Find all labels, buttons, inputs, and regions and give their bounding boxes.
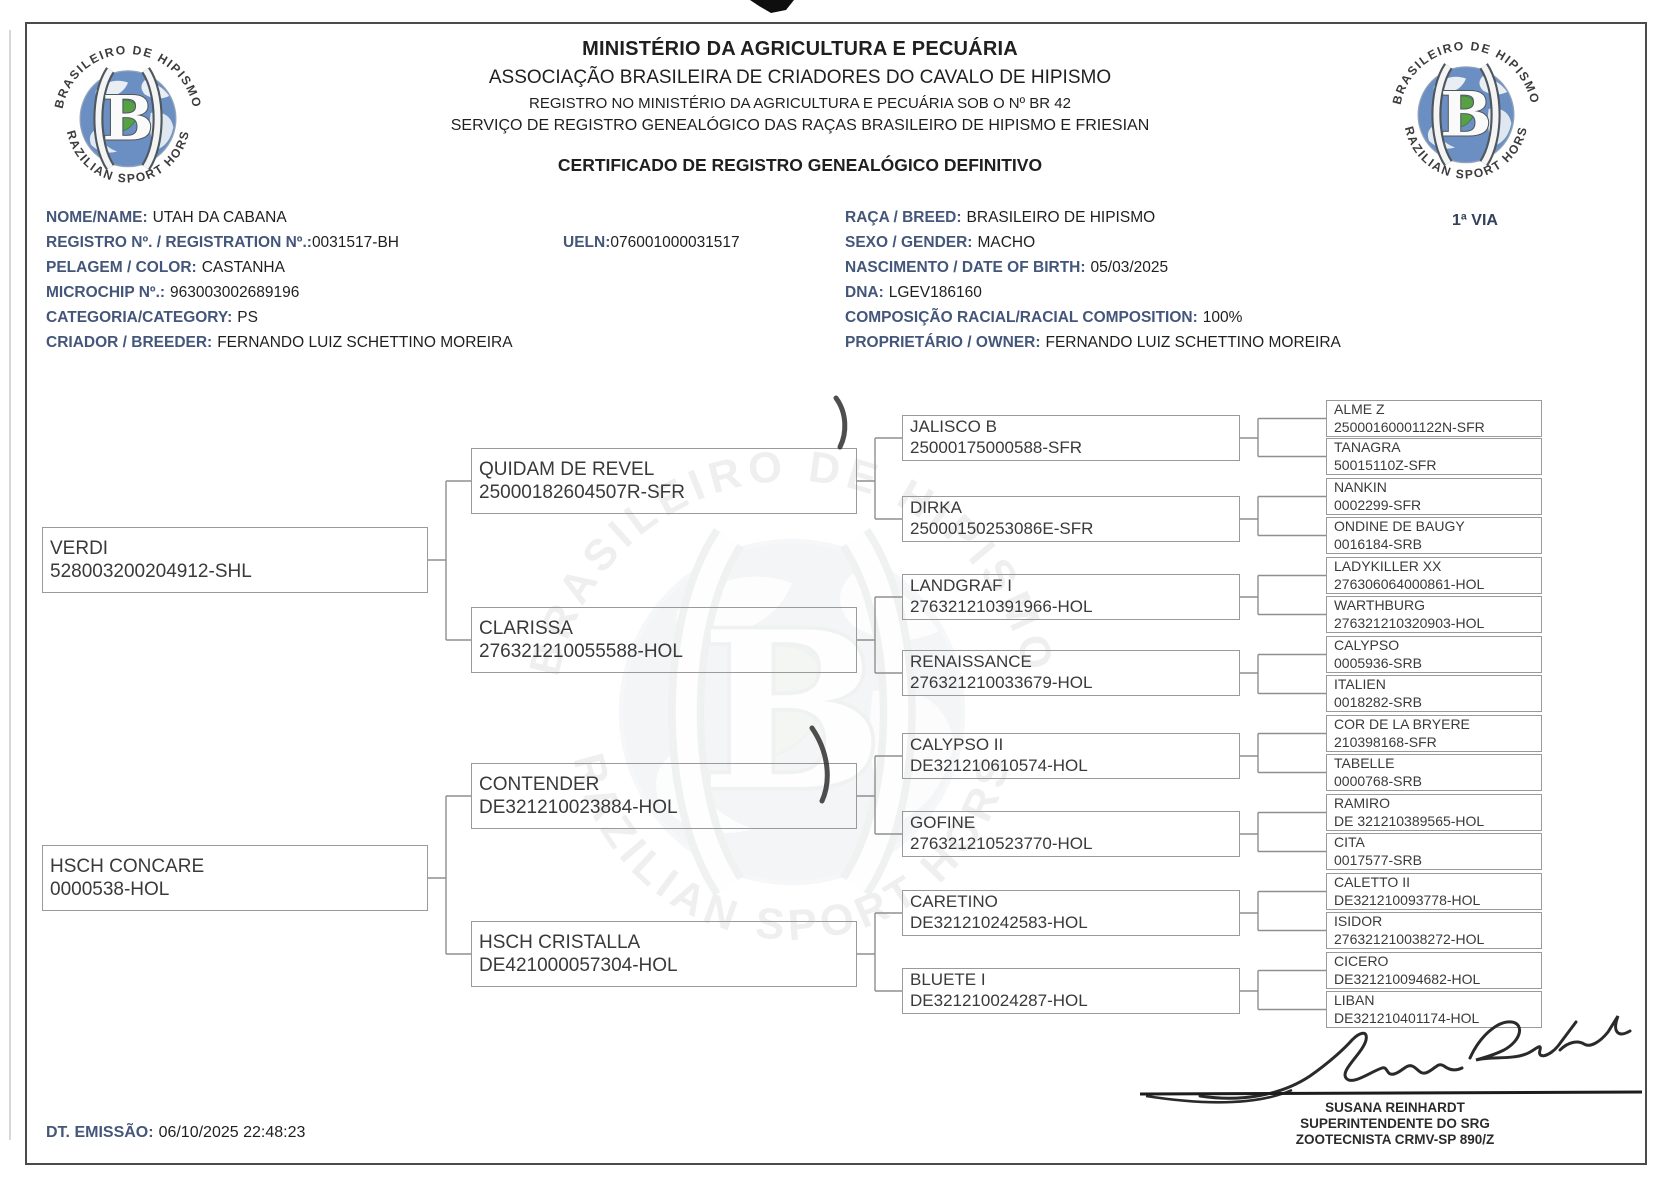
pedigree-horse-name: RAMIRO (1334, 795, 1390, 812)
pedigree-horse-name: HSCH CRISTALLA (479, 931, 641, 953)
field-label: REGISTRO Nº. / REGISTRATION Nº.: (46, 234, 312, 251)
pedigree-node-gen4-13 (1326, 912, 1542, 949)
pedigree-horse-registration: DE421000057304-HOL (479, 955, 678, 976)
field-label: NASCIMENTO / DATE OF BIRTH: (845, 259, 1086, 276)
pedigree-node-gen2-2 (471, 763, 857, 829)
pedigree-horse-name: CALETTO II (1334, 874, 1410, 891)
pedigree-node-gen4-8 (1326, 715, 1542, 752)
pedigree-horse-registration: 25000150253086E-SFR (910, 519, 1094, 538)
certificate-title: CERTIFICADO DE REGISTRO GENEALÓGICO DEFINITIVO (557, 155, 1043, 175)
copy-number-badge: 1ª VIA (1452, 212, 1498, 229)
pedigree-horse-name: LANDGRAF I (910, 576, 1013, 596)
pedigree-horse-registration: 528003200204912-SHL (50, 561, 252, 582)
pedigree-horse-name: LIBAN (1334, 992, 1375, 1009)
pedigree-horse-registration: 0016184-SRB (1334, 535, 1422, 552)
pedigree-horse-name: ITALIEN (1334, 676, 1386, 693)
signature-stroke-first (1200, 1033, 1462, 1098)
pedigree-node-gen1-0 (42, 527, 428, 593)
pedigree-horse-registration: DE321210094682-HOL (1334, 970, 1481, 987)
pedigree-horse-registration: 25000175000588-SFR (910, 438, 1083, 457)
signer-name: SUSANA REINHARDT (1325, 1100, 1465, 1115)
field-value: 963003002689196 (170, 284, 300, 301)
service-line: SERVIÇO DE REGISTRO GENEALÓGICO DAS RAÇAS BRASILEIRO DE HIPISMO E FRIESIAN (450, 117, 1150, 134)
pedigree-horse-registration: DE321210023884-HOL (479, 797, 678, 818)
pedigree-horse-name: CLARISSA (479, 617, 573, 639)
emission-date-row (46, 1124, 305, 1142)
field-label: NOME/NAME: (46, 209, 148, 226)
pedigree-horse-registration: 25000182604507R-SFR (479, 482, 685, 503)
field-label: PELAGEM / COLOR: (46, 259, 197, 276)
field-value: LGEV186160 (888, 284, 982, 301)
pedigree-node-gen4-5 (1326, 596, 1542, 633)
pedigree-node-gen4-3 (1326, 517, 1542, 554)
pedigree-horse-registration: DE 321210389565-HOL (1334, 812, 1485, 829)
pedigree-horse-registration: 50015110Z-SFR (1334, 456, 1437, 473)
pedigree-node-gen3-0 (902, 415, 1240, 461)
field-value: 100% (1202, 309, 1243, 326)
pedigree-horse-name: CARETINO (910, 892, 998, 912)
pedigree-node-gen2-3 (471, 921, 857, 987)
registry-line: REGISTRO NO MINISTÉRIO DA AGRICULTURA E PECUÁRIA SOB O Nº BR 42 (529, 95, 1071, 112)
field-value: 05/03/2025 (1090, 259, 1169, 276)
ministry-line: MINISTÉRIO DA AGRICULTURA E PECUÁRIA (582, 38, 1018, 60)
pedigree-horse-name: ALME Z (1334, 401, 1385, 418)
pedigree-horse-name: LADYKILLER XX (1334, 558, 1442, 575)
field-label: SEXO / GENDER: (845, 234, 973, 251)
pedigree-horse-registration: 276306064000861-HOL (1334, 575, 1485, 592)
pedigree-horse-registration: 0000768-SRB (1334, 772, 1422, 789)
pedigree-node-gen3-6 (902, 890, 1240, 936)
pedigree-horse-registration: 210398168-SFR (1334, 733, 1437, 750)
signer-registry: ZOOTECNISTA CRMV-SP 890/Z (1295, 1132, 1495, 1147)
pedigree-node-gen4-11 (1326, 833, 1542, 870)
pedigree-horse-registration: 276321210055588-HOL (479, 641, 683, 662)
pedigree-node-gen3-1 (902, 496, 1240, 542)
field-label: COMPOSIÇÃO RACIAL/RACIAL COMPOSITION: (845, 309, 1198, 326)
pedigree-horse-registration: 276321210523770-HOL (910, 834, 1093, 853)
pedigree-node-gen3-3 (902, 650, 1240, 696)
pedigree-horse-registration: 0002299-SFR (1334, 496, 1422, 513)
field-label: PROPRIETÁRIO / OWNER: (845, 334, 1041, 351)
field-value: MACHO (977, 234, 1036, 251)
pedigree-horse-name: DIRKA (910, 498, 962, 518)
pedigree-node-gen3-2 (902, 574, 1240, 620)
pedigree-horse-name: HSCH CONCARE (50, 855, 205, 877)
signature-line (1140, 1092, 1642, 1094)
field-label: CATEGORIA/CATEGORY: (46, 309, 233, 326)
pedigree-horse-name: TABELLE (1334, 755, 1395, 772)
pedigree-horse-name: CALYPSO (1334, 637, 1400, 654)
pedigree-horse-name: CALYPSO II (910, 735, 1004, 755)
pedigree-horse-name: GOFINE (910, 813, 976, 833)
pedigree-horse-name: COR DE LA BRYERE (1334, 716, 1470, 733)
pedigree-horse-registration: 276321210391966-HOL (910, 597, 1093, 616)
emission-value: 06/10/2025 22:48:23 (158, 1124, 306, 1141)
pedigree-horse-registration: 0005936-SRB (1334, 654, 1422, 671)
pedigree-node-gen4-12 (1326, 873, 1542, 910)
pedigree-horse-name: BLUETE I (910, 970, 986, 990)
pedigree-horse-name: TANAGRA (1334, 439, 1401, 456)
pedigree-node-gen4-4 (1326, 557, 1542, 594)
pedigree-node-gen4-0 (1326, 400, 1542, 437)
pedigree-horse-registration: 276321210033679-HOL (910, 673, 1093, 692)
pedigree-horse-registration: DE321210401174-HOL (1334, 1009, 1480, 1026)
signature-block (1195, 1100, 1595, 1148)
field-value: FERNANDO LUIZ SCHETTINO MOREIRA (217, 334, 513, 351)
pedigree-horse-name: ISIDOR (1334, 913, 1383, 930)
pedigree-node-gen3-4 (902, 733, 1240, 779)
association-line: ASSOCIAÇÃO BRASILEIRA DE CRIADORES DO CAVALO DE HIPISMO (488, 67, 1112, 88)
field-label: RAÇA / BREED: (845, 209, 962, 226)
pedigree-horse-registration: 276321210038272-HOL (1334, 930, 1485, 947)
ueln-label: UELN: (563, 234, 611, 251)
pedigree-node-gen2-1 (471, 607, 857, 673)
field-value: UTAH DA CABANA (152, 209, 287, 226)
field-value: 0031517-BH (311, 234, 399, 251)
field-label: DNA: (845, 284, 884, 301)
pedigree-horse-registration: DE321210242583-HOL (910, 913, 1088, 932)
pedigree-horse-registration: 276321210320903-HOL (1334, 614, 1485, 631)
pedigree-horse-name: CITA (1334, 834, 1365, 851)
pedigree-node-gen1-1 (42, 845, 428, 911)
pedigree-horse-name: WARTHBURG (1334, 597, 1425, 614)
pedigree-node-gen4-1 (1326, 438, 1542, 475)
field-value: CASTANHA (201, 259, 285, 276)
pedigree-node-gen4-10 (1326, 794, 1542, 831)
pedigree-horse-name: QUIDAM DE REVEL (479, 458, 655, 480)
pedigree-horse-registration: 0018282-SRB (1334, 693, 1422, 710)
pedigree-horse-name: CICERO (1334, 953, 1389, 970)
pedigree-horse-registration: 25000160001122N-SFR (1334, 418, 1485, 435)
pedigree-horse-registration: DE321210093778-HOL (1334, 891, 1481, 908)
pedigree-horse-name: NANKIN (1334, 479, 1387, 496)
signature-area (1130, 998, 1650, 1108)
pedigree-horse-registration: 0017577-SRB (1334, 851, 1422, 868)
pedigree-horse-name: CONTENDER (479, 773, 600, 795)
emission-label: DT. EMISSÃO: (46, 1124, 154, 1141)
field-value: BRASILEIRO DE HIPISMO (966, 209, 1156, 226)
pedigree-node-gen4-9 (1326, 754, 1542, 791)
pedigree-horse-name: RENAISSANCE (910, 652, 1032, 672)
signature-stroke-last (1470, 1016, 1630, 1060)
pedigree-node-gen4-2 (1326, 478, 1542, 515)
field-value: FERNANDO LUIZ SCHETTINO MOREIRA (1045, 334, 1341, 351)
pedigree-node-gen4-14 (1326, 952, 1542, 989)
pedigree-horse-registration: DE321210024287-HOL (910, 991, 1088, 1010)
field-value: PS (237, 309, 258, 326)
pedigree-horse-name: VERDI (50, 537, 109, 559)
ueln-value: 076001000031517 (610, 234, 740, 251)
pedigree-horse-registration: DE321210610574-HOL (910, 756, 1088, 775)
pedigree-node-gen3-5 (902, 811, 1240, 857)
pedigree-node-gen4-7 (1326, 675, 1542, 712)
pedigree-horse-name: JALISCO B (910, 417, 997, 437)
signer-title: SUPERINTENDENTE DO SRG (1300, 1116, 1490, 1131)
pedigree-horse-registration: 0000538-HOL (50, 879, 170, 900)
field-label: MICROCHIP Nº.: (46, 284, 166, 301)
pedigree-node-gen2-0 (471, 448, 857, 514)
pedigree-node-gen4-6 (1326, 636, 1542, 673)
pedigree-horse-name: ONDINE DE BAUGY (1334, 518, 1465, 535)
field-label: CRIADOR / BREEDER: (46, 334, 213, 351)
